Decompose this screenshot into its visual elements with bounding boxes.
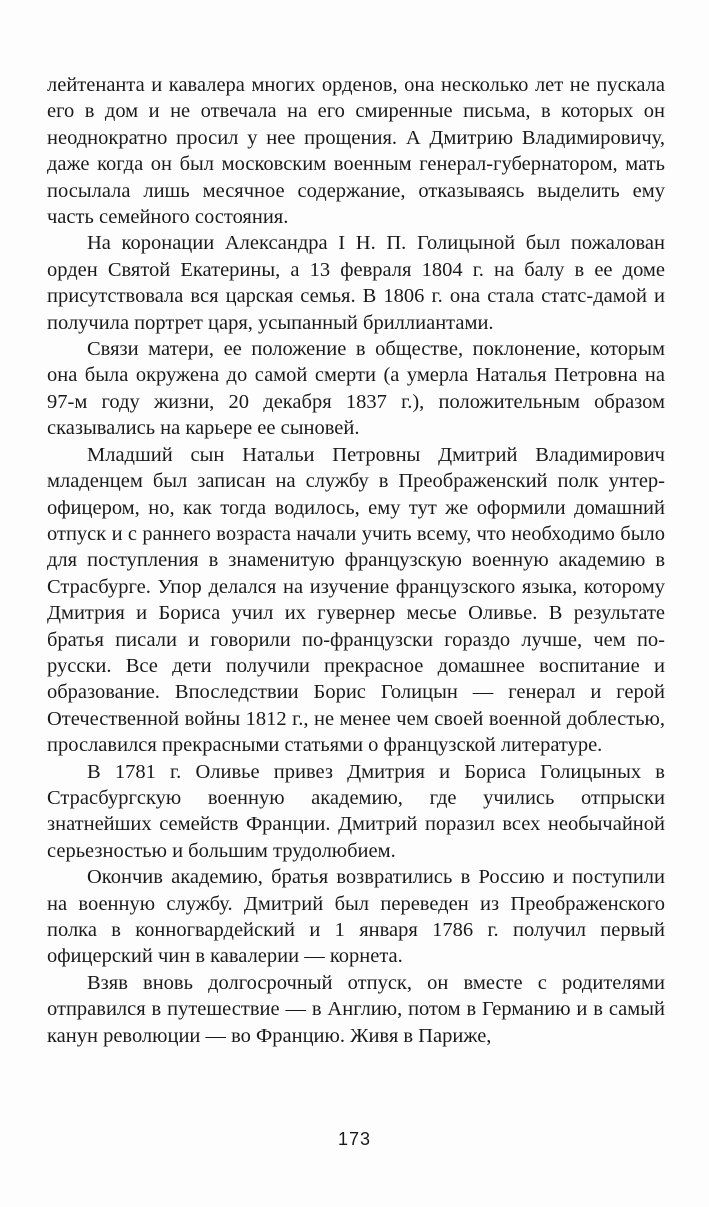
paragraph-2: На коронации Александра I Н. П. Голицыной был пожалован орден Святой Екатерины, а 13 февраля 1804 г. на балу в ее доме присутствовала вся царская семья. В 1806 г. она стала статс-дамой и получила портрет царя, усыпанный бриллиантами. — [47, 232, 665, 334]
paragraph-5: В 1781 г. Оливье привез Дмитрия и Бориса Голицыных в Страсбургскую военную академию, где учились отпрыски знатнейших семейств Франции. Дмитрий поразил всех необычайной серьезностью и большим трудолюбием. — [47, 760, 665, 862]
page-number: 173 — [337, 1129, 372, 1149]
paragraph-4: Младший сын Натальи Петровны Дмитрий Владимирович младенцем был записан на службу в Преображенский полк унтер-офицером, но, как тогда водилось, ему тут же оформили домашний отпуск и с раннего возраста начали учить всему, что необходимо было для поступления в знаменитую французскую военную академию в Страсбурге. Упор делался на изучение французского языка, которому Дмитрия и Бориса учил их гувернер месье Оливье. В результате братья писали и говорили по-французски гораздо лучше, чем по-русски. Все дети получили прекрасное домашнее воспитание и образование. Впоследствии Борис Голицын — генерал и герой Отечественной войны 1812 г., не менее чем своей военной доблестью, прославился прекрасными статьями о французской литературе. — [47, 443, 665, 757]
body-text — [47, 72, 665, 1049]
paragraph-6: Окончив академию, братья возвратились в Россию и поступили на военную службу. Дмитрий был переведен из Преображенского полка в конногвардейский и 1 января 1786 г. получил первый офицерский чин в кавалерии — корнета. — [47, 866, 665, 968]
paragraph-7: Взяв вновь долгосрочный отпуск, он вместе с родителями отправился в путешествие — в Англию, потом в Германию и в самый канун революции — во Францию. Живя в Париже, — [47, 971, 665, 1047]
paragraph-1: лейтенанта и кавалера многих орденов, она несколько лет не пускала его в дом и не отвечала на его смиренные письма, в которых он неоднократно просил у нее прощения. А Дмитрию Владимировичу, даже когда он был московским военным генерал-губернатором, мать посылала лишь месячное содержание, отказываясь выделить ему часть семейного состояния. — [47, 74, 665, 229]
paragraph-3: Связи матери, ее положение в обществе, поклонение, которым она была окружена до самой смерти (а умерла Наталья Петровна на 97-м году жизни, 20 декабря 1837 г.), положительным образом сказывались на карьере ее сыновей. — [47, 338, 665, 440]
